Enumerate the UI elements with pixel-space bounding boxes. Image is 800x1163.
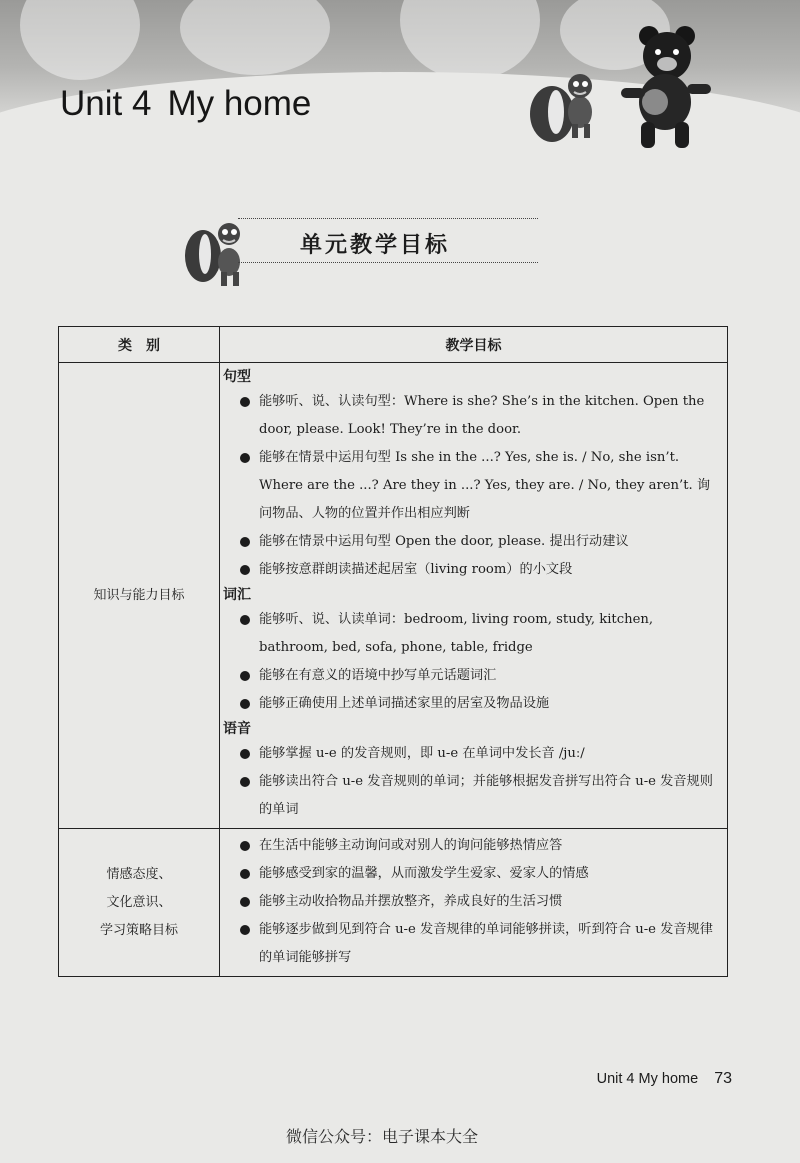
group-heading-phonics: 语音 bbox=[223, 721, 251, 737]
bullet-icon bbox=[240, 749, 250, 759]
goal-item: 能够在情景中运用句型 Is she in the ...? Yes, she is. / No, she isn’t. Where are the ...? Are they in ...? Yes, they are. / No, they aren’t. 询问物品、人物的位置并作出相应判断 bbox=[223, 444, 721, 528]
footer-unit-label: Unit 4 bbox=[596, 1071, 635, 1087]
category-line: 学习策略目标 bbox=[99, 922, 178, 938]
table-header-row bbox=[59, 327, 728, 363]
goal-item: 能够听、说、认读句型：Where is she? She’s in the kitchen. Open the door, please. Look! They’re in the door. bbox=[223, 388, 721, 444]
bullet-icon bbox=[240, 453, 250, 463]
goal-item: 能够在情景中运用句型 Open the door, please. 提出行动建议 bbox=[223, 528, 721, 556]
bullet-icon bbox=[240, 925, 250, 935]
goals-cell bbox=[220, 363, 728, 829]
flower-decoration bbox=[180, 0, 330, 75]
heading-rule-top bbox=[238, 218, 538, 219]
goal-item: 能够读出符合 u-e 发音规则的单词；并能够根据发音拼写出符合 u-e 发音规则的单词 bbox=[223, 768, 721, 824]
bullet-icon bbox=[240, 565, 250, 575]
watermark-text: 微信公众号：电子课本大全 bbox=[286, 1127, 479, 1146]
category-cell bbox=[59, 829, 220, 977]
bullet-icon bbox=[240, 671, 250, 681]
bear-mascot-icon bbox=[615, 22, 715, 152]
page-footer bbox=[597, 1070, 732, 1088]
bullet-icon bbox=[240, 869, 250, 879]
skunk-mascot-icon bbox=[528, 64, 612, 148]
category-line: 情感态度、 bbox=[106, 866, 172, 882]
category-header: 类 别 bbox=[59, 327, 220, 363]
footer-unit-title: My home bbox=[638, 1071, 699, 1087]
page-number: 73 bbox=[714, 1070, 732, 1087]
goal-item: 能够在有意义的语境中抄写单元话题词汇 bbox=[223, 662, 721, 690]
unit-title bbox=[60, 84, 311, 124]
flower-decoration bbox=[400, 0, 540, 80]
heading-rule-bottom bbox=[238, 262, 538, 263]
category-cell bbox=[59, 363, 220, 829]
bullet-icon bbox=[240, 897, 250, 907]
table-row-knowledge bbox=[59, 363, 728, 829]
category-line: 文化意识、 bbox=[106, 894, 172, 910]
bullet-icon bbox=[240, 537, 250, 547]
goal-item: 能够按意群朗读描述起居室（living room）的小文段 bbox=[223, 556, 721, 584]
bullet-icon bbox=[240, 699, 250, 709]
goal-item: 能够主动收拾物品并摆放整齐，养成良好的生活习惯 bbox=[223, 888, 721, 916]
group-heading-sentence: 句型 bbox=[223, 369, 251, 385]
bullet-icon bbox=[240, 841, 250, 851]
goal-item: 在生活中能够主动询问或对别人的询问能够热情应答 bbox=[223, 832, 721, 860]
unit-name: My home bbox=[167, 84, 312, 123]
group-heading-vocabulary: 词汇 bbox=[223, 587, 251, 603]
goal-item: 能够感受到家的温馨，从而激发学生爱家、爱家人的情感 bbox=[223, 860, 721, 888]
flower-decoration bbox=[20, 0, 140, 80]
bullet-icon bbox=[240, 397, 250, 407]
goal-item: 能够掌握 u-e 的发音规则，即 u-e 在单词中发长音 /juː/ bbox=[223, 740, 721, 768]
unit-label: Unit 4 bbox=[60, 84, 152, 123]
category-line: 知识与能力目标 bbox=[93, 587, 185, 603]
section-heading: 单元教学目标 bbox=[300, 232, 451, 258]
table-row-attitude bbox=[59, 829, 728, 977]
skunk-heading-icon bbox=[183, 210, 255, 292]
goal-item: 能够逐步做到见到符合 u-e 发音规律的单词能够拼读，听到符合 u-e 发音规律的单词能够拼写 bbox=[223, 916, 721, 972]
goals-header: 教学目标 bbox=[220, 327, 728, 363]
goal-item: 能够听、说、认读单词：bedroom, living room, study, kitchen, bathroom, bed, sofa, phone, table, fridge bbox=[223, 606, 721, 662]
goals-cell bbox=[220, 829, 728, 977]
teaching-goals-table bbox=[58, 326, 728, 977]
bullet-icon bbox=[240, 615, 250, 625]
goal-item: 能够正确使用上述单词描述家里的居室及物品设施 bbox=[223, 690, 721, 718]
bullet-icon bbox=[240, 777, 250, 787]
